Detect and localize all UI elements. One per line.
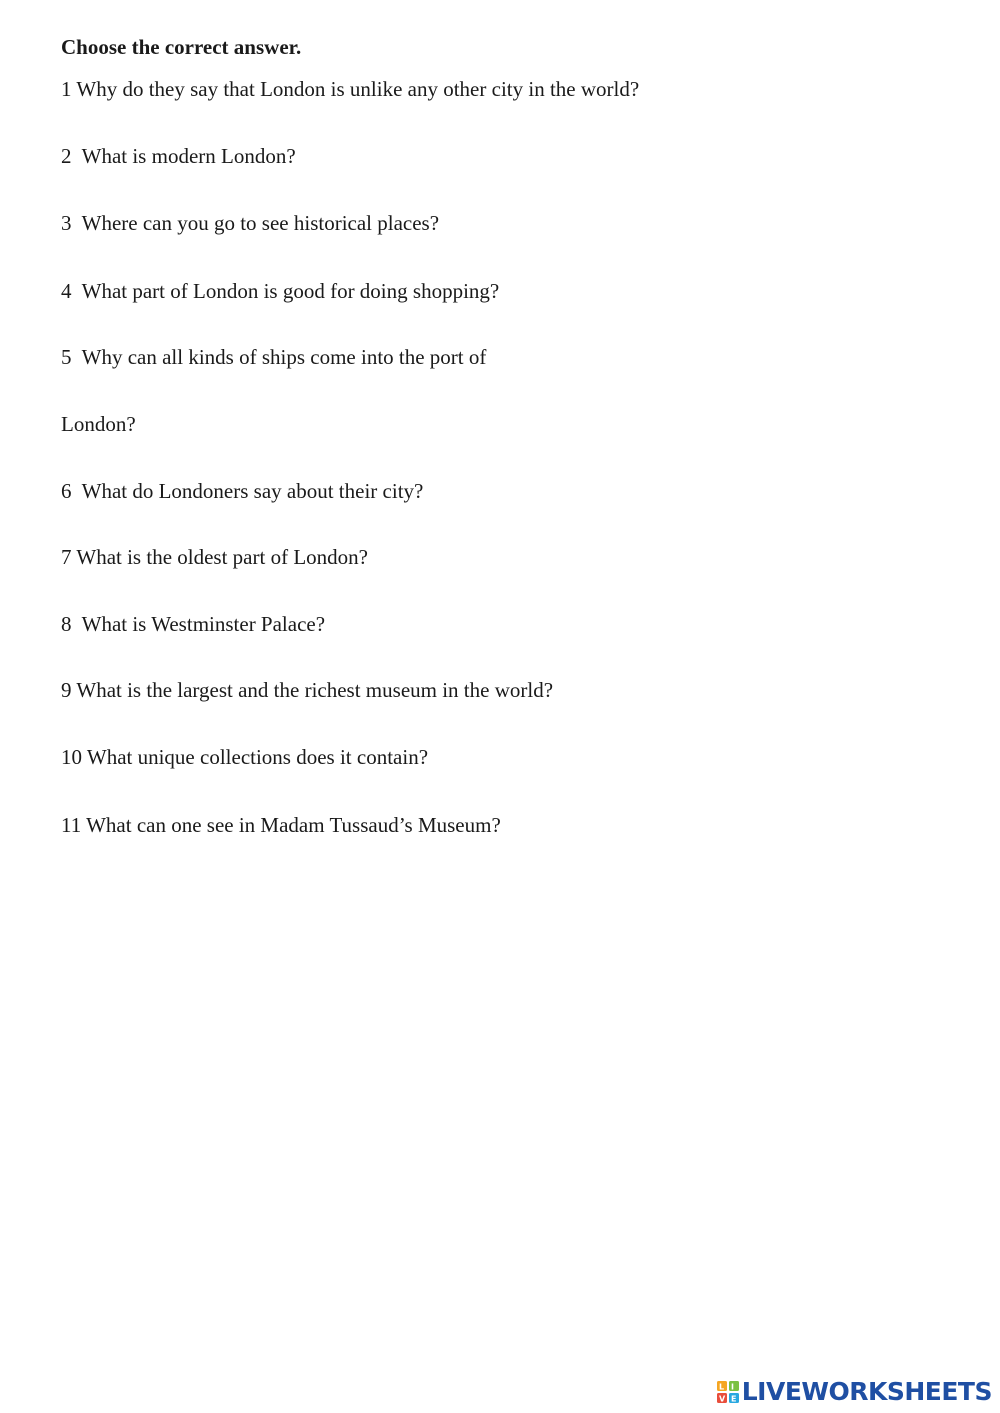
liveworksheets-logo bbox=[717, 1377, 992, 1407]
question-6: 6 What do Londoners say about their city? bbox=[61, 479, 424, 503]
svg-text:L: L bbox=[718, 1382, 724, 1392]
question-4: 4 What part of London is good for doing shopping? bbox=[61, 279, 500, 303]
question-10: 10 What unique collections does it contain? bbox=[61, 745, 429, 769]
question-2: 2 What is modern London? bbox=[61, 144, 296, 168]
question-3: 3 Where can you go to see historical places? bbox=[61, 211, 440, 235]
liveworksheets-logo-icon bbox=[717, 1381, 739, 1403]
svg-text:E: E bbox=[730, 1394, 737, 1403]
question-7: 7 What is the oldest part of London? bbox=[61, 545, 368, 569]
instruction-heading: Choose the correct answer. bbox=[61, 35, 302, 59]
liveworksheets-logo-text: LIVEWORKSHEETS bbox=[741, 1377, 992, 1406]
svg-text:V: V bbox=[718, 1394, 725, 1403]
question-8: 8 What is Westminster Palace? bbox=[61, 612, 326, 636]
svg-text:I: I bbox=[730, 1382, 734, 1392]
question-1: 1 Why do they say that London is unlike any other city in the world? bbox=[61, 77, 640, 101]
question-5: 5 Why can all kinds of ships come into the port of bbox=[61, 345, 487, 369]
question-9: 9 What is the largest and the richest museum in the world? bbox=[61, 678, 554, 702]
question-5-continued: London? bbox=[61, 412, 136, 436]
question-11: 11 What can one see in Madam Tussaud’s Museum? bbox=[61, 813, 501, 837]
